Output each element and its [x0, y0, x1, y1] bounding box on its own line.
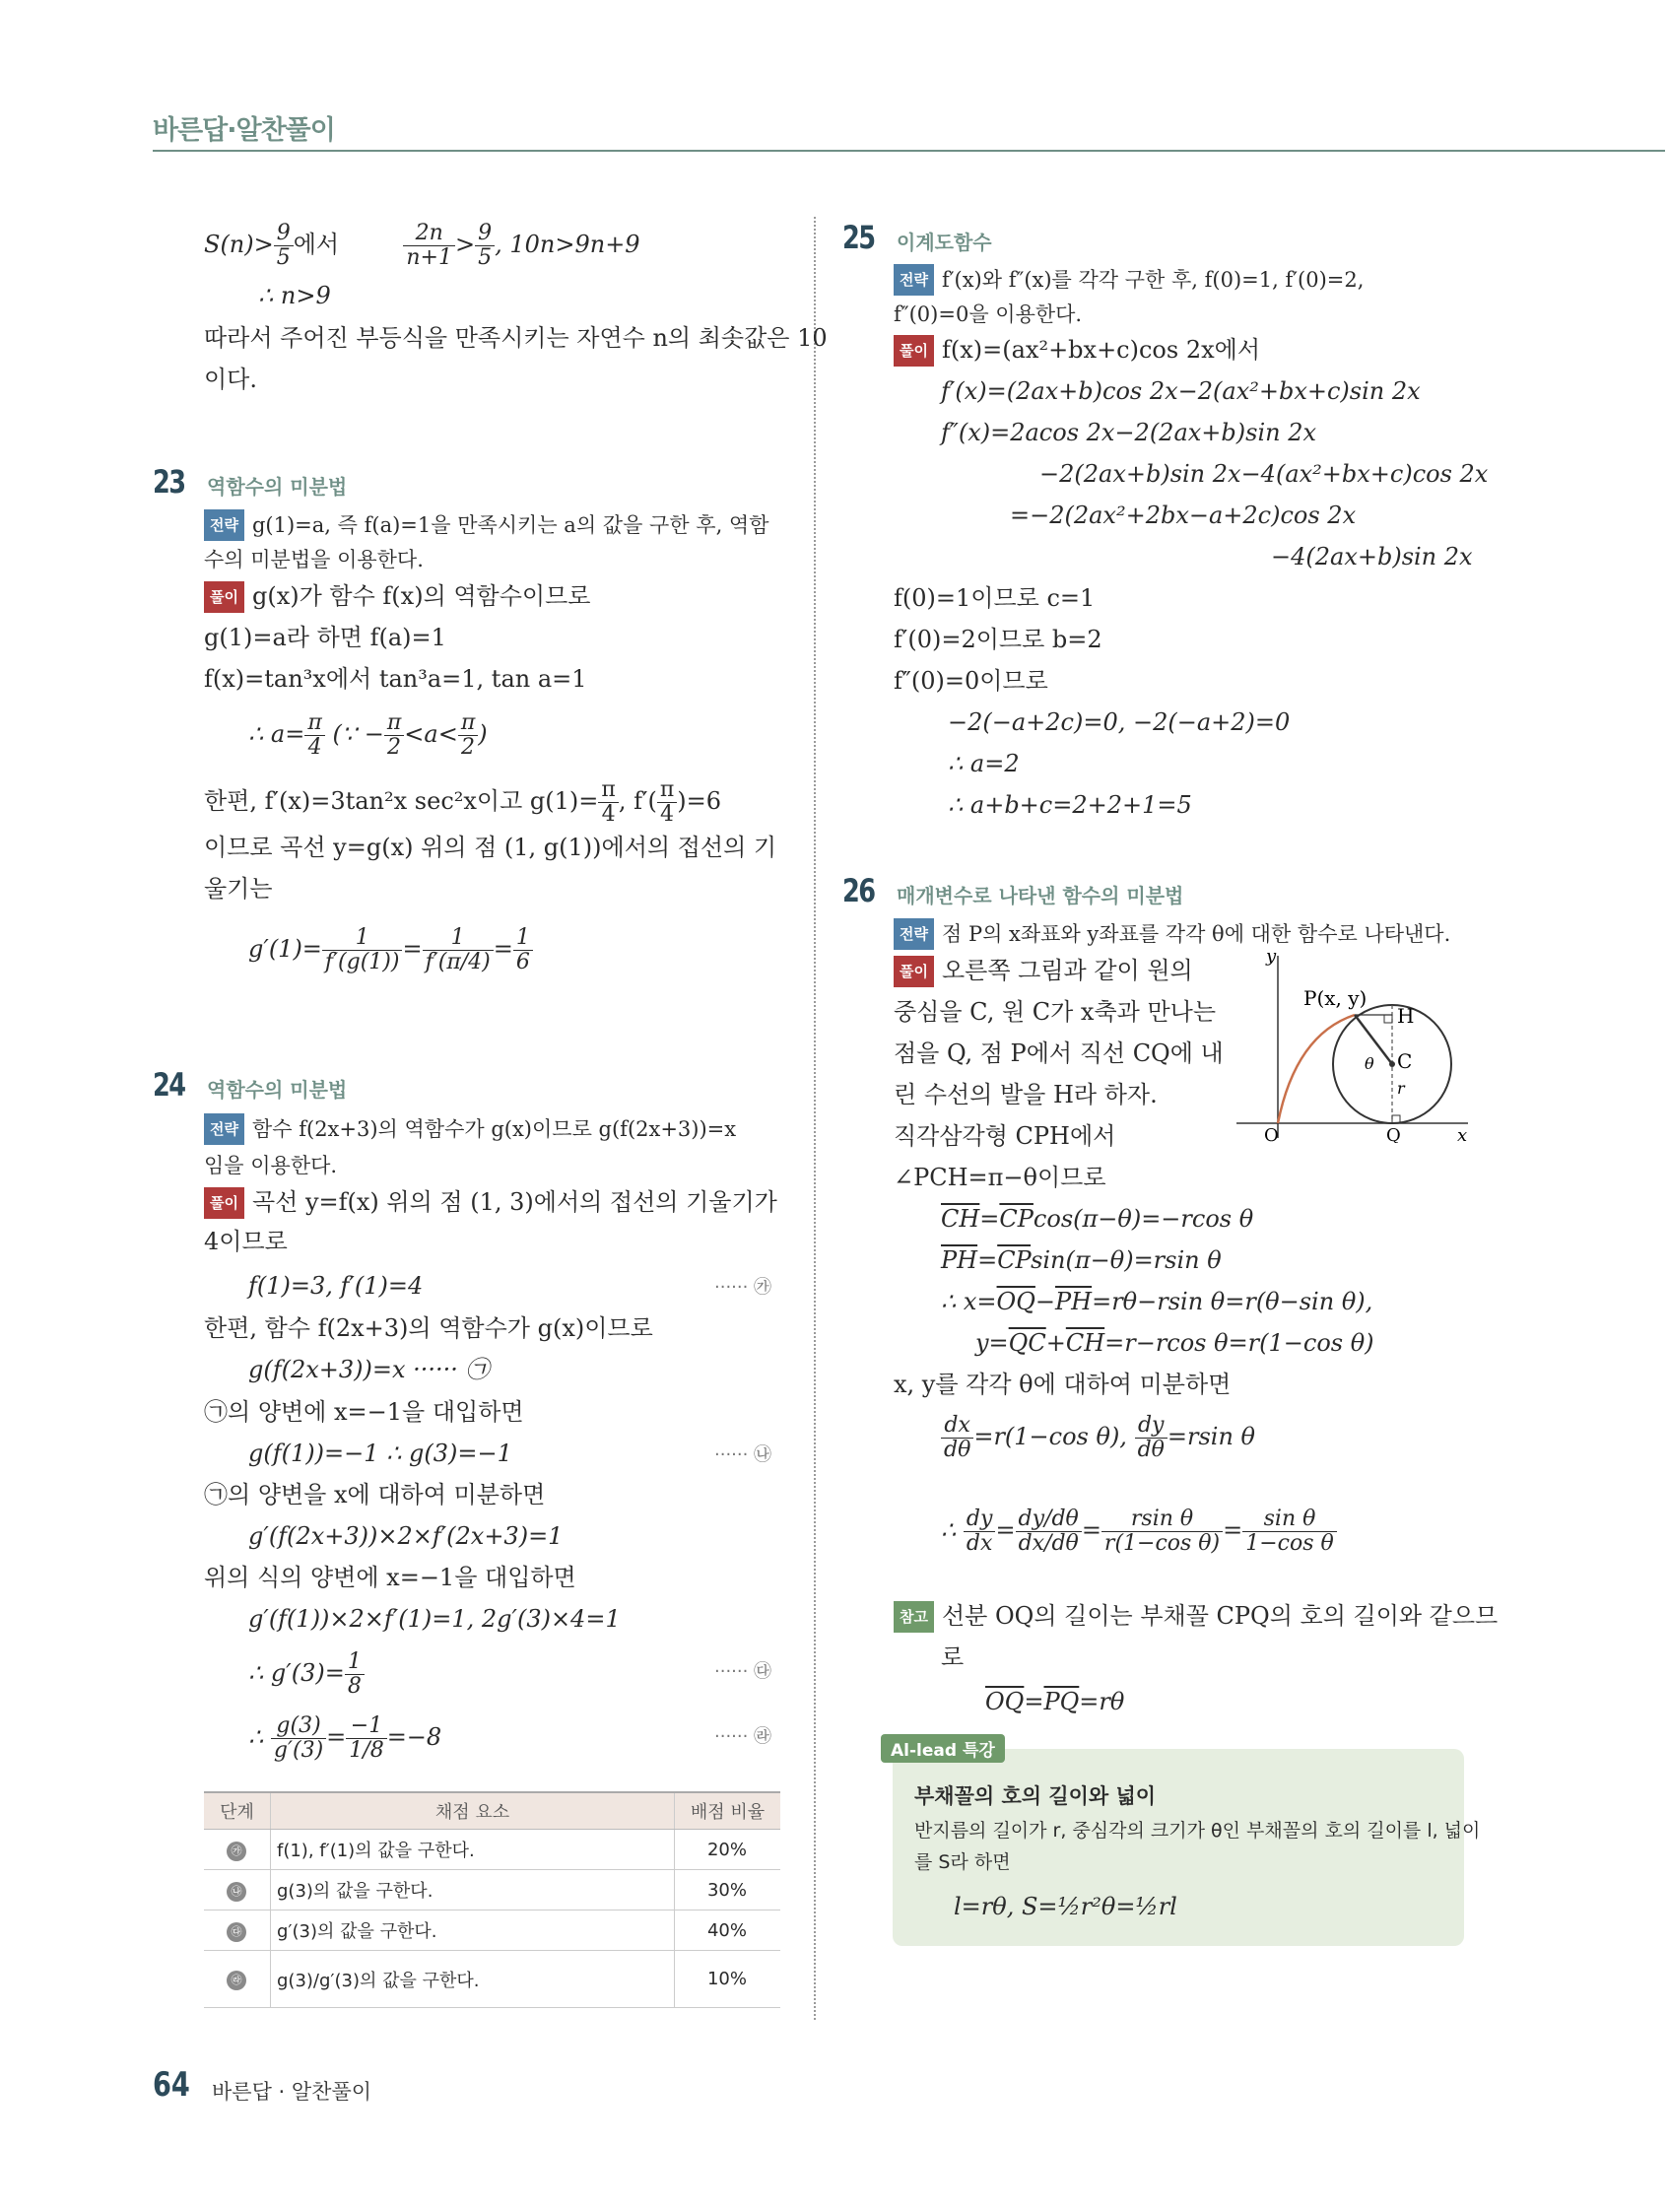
- q24-sol-1: 풀이 곡선 y=f(x) 위의 점 (1, 3)에서의 접선의 기울기가: [204, 1187, 777, 1219]
- q23-strategy-2: 수의 미분법을 이용한다.: [204, 548, 424, 571]
- q24-title: 역함수의 미분법: [207, 1078, 348, 1102]
- center-point: [1389, 1061, 1395, 1067]
- solution-tag: 풀이: [204, 581, 244, 613]
- table-cell-item: g(3)의 값을 구한다.: [271, 1870, 675, 1910]
- q24-sol-3: f(1)=3, f′(1)=4: [248, 1272, 424, 1300]
- strategy-tag: 전략: [894, 264, 934, 296]
- q26-sol-3: 점을 Q, 점 P에서 직선 CQ에 내: [894, 1039, 1224, 1067]
- q26-sol-2: 중심을 C, 원 C가 x축과 만나는: [894, 998, 1217, 1026]
- q25-sol-4: −2(2ax+b)sin 2x−4(ax²+bx+c)cos 2x: [1039, 460, 1489, 488]
- table-cell-item: g(3)/g′(3)의 값을 구한다.: [271, 1951, 675, 2008]
- q22-line1: S(n)> $\frac{9}{5}$ 에서 $\frac{2n}{n+1}$ > $\frac{9}{5}$ , 10n>9n+9: [204, 221, 640, 270]
- q24-sol-9: g′(f(2x+3))×2×f′(2x+3)=1: [248, 1522, 564, 1550]
- q25-sol-1: 풀이 f(x)=(ax²+bx+c)cos 2x에서: [894, 335, 1260, 367]
- footer-text: 바른답 · 알찬풀이: [212, 2080, 372, 2104]
- q23-sol-6: 이므로 곡선 y=g(x) 위의 점 (1, g(1))에서의 접선의 기: [204, 834, 777, 861]
- q26-title: 매개변수로 나타낸 함수의 미분법: [897, 884, 1184, 907]
- q25-sol-5: =−2(2ax²+2bx−a+2c)cos 2x: [1010, 502, 1357, 529]
- marker-da: ······ ㉰: [714, 1661, 772, 1682]
- q23-strategy-1: 전략 g(1)=a, 즉 f(a)=1을 만족시키는 a의 값을 구한 후, 역함: [204, 509, 769, 541]
- q23-sol-1: 풀이 g(x)가 함수 f(x)의 역함수이므로: [204, 581, 590, 613]
- label-q: Q: [1386, 1125, 1401, 1143]
- q25-sol-3: f″(x)=2acos 2x−2(2ax+b)sin 2x: [941, 419, 1317, 446]
- solution-tag: 풀이: [894, 956, 934, 987]
- allead-formula: l=rθ, S=½r²θ=½rl: [954, 1893, 1177, 1920]
- q26-sol-6: ∠PCH=π−θ이므로: [894, 1164, 1106, 1191]
- marker-ga: ······ ㉮: [714, 1277, 772, 1298]
- q24-strategy-1: 전략 함수 f(2x+3)의 역함수가 g(x)이므로 g(f(2x+3))=x: [204, 1113, 736, 1145]
- q26-sol-1: 풀이 오른쪽 그림과 같이 원의: [894, 956, 1193, 987]
- q26-sol-7: $\overline{CH}=\overline{CP}\cos(\pi-\theta)=-rcos$ θ: [941, 1205, 1254, 1233]
- q23-sol-5: 한편, f′(x)=3tan²x sec²x이고 g(1)= $\frac{\pi}{4}$ , f′( $\frac{\pi}{4}$ )=6: [204, 777, 722, 827]
- label-c: C: [1397, 1049, 1413, 1073]
- solution-tag: 풀이: [894, 335, 934, 367]
- q25-strategy-2: f″(0)=0을 이용한다.: [894, 302, 1083, 326]
- q23-title: 역함수의 미분법: [207, 475, 348, 499]
- q25-sol-7: f(0)=1이므로 c=1: [894, 584, 1096, 612]
- q23-sol-2: g(1)=a라 하면 f(a)=1: [204, 624, 446, 651]
- label-y: y: [1266, 946, 1277, 967]
- table-cell-ratio: 30%: [675, 1870, 781, 1910]
- q26-sol-12: $\frac{dx}{d\theta}$ =r(1−cos θ), $\frac{dy}{d\theta}$ =rsin θ: [941, 1414, 1255, 1462]
- q23-sol-3: f(x)=tan³x에서 tan³a=1, tan a=1: [204, 665, 587, 693]
- step-badge: ㉮: [227, 1842, 246, 1861]
- table-row: [204, 1910, 780, 1951]
- table-cell-ratio: 40%: [675, 1910, 781, 1951]
- q22-line4: 이다.: [204, 366, 257, 393]
- q25-sol-10: −2(−a+2c)=0, −2(−a+2)=0: [948, 708, 1291, 736]
- step-badge: ㉰: [227, 1922, 246, 1942]
- q25-sol-12: ∴ a+b+c=2+2+1=5: [948, 791, 1192, 819]
- q25-sol-2: f′(x)=(2ax+b)cos 2x−2(ax²+bx+c)sin 2x: [941, 377, 1421, 405]
- q25-sol-11: ∴ a=2: [948, 750, 1020, 777]
- q26-sol-13: ∴ $\frac{dy}{dx}$ = $\frac{dy/d\theta}{dx/d\theta}$ = $\frac{\text{rsin θ}}{\text{r(1−cos θ)}}$ = $\frac{\text{sin θ}}{\text{1−cos θ}}$: [941, 1508, 1337, 1556]
- table-header-ratio: 배점 비율: [675, 1792, 781, 1830]
- step-badge: ㉱: [227, 1971, 246, 1990]
- right-angle-h: [1384, 1015, 1392, 1023]
- q26-sol-10: $y=\overline{QC}+\overline{CH}=r-rcos$ θ=r(1−cos θ): [975, 1329, 1374, 1357]
- q25-title: 이계도함수: [897, 231, 992, 254]
- q25-sol-8: f′(0)=2이므로 b=2: [894, 626, 1102, 653]
- q26-sol-4: 린 수선의 발을 H라 하자.: [894, 1081, 1158, 1108]
- q22-line3: 따라서 주어진 부등식을 만족시키는 자연수 n의 최솟값은 10: [204, 324, 828, 352]
- strategy-tag: 전략: [204, 1113, 244, 1145]
- table-header-item: 채점 요소: [271, 1792, 675, 1830]
- q26-note-2: 로: [941, 1643, 965, 1671]
- q24-sol-7: g(f(1))=−1 ∴ g(3)=−1: [248, 1440, 512, 1467]
- table-cell-item: g′(3)의 값을 구한다.: [271, 1910, 675, 1951]
- allead-tag: Al-lead 특강: [881, 1734, 1005, 1763]
- label-x: x: [1457, 1125, 1468, 1143]
- table-row: [204, 1830, 780, 1870]
- table-cell-ratio: 10%: [675, 1951, 781, 2008]
- q25-number: 25: [842, 219, 875, 256]
- q24-sol-13: ∴ $\frac{g(3)}{g'(3)}$ = $\frac{-1}{1/8}$ =−8: [248, 1713, 442, 1763]
- q24-sol-4: 한편, 함수 f(2x+3)의 역함수가 g(x)이므로: [204, 1314, 653, 1342]
- table-row: [204, 1951, 780, 2008]
- q24-sol-12: ∴ g′(3)= $\frac{1}{8}$: [248, 1650, 365, 1699]
- allead-body-2: 를 S라 하면: [914, 1851, 1011, 1873]
- circle-figure: [1236, 946, 1473, 1143]
- q24-strategy-2: 임을 이용한다.: [204, 1154, 338, 1177]
- label-h: H: [1397, 1004, 1415, 1028]
- q23-sol-8: g′(1)= $\frac{1}{f'(g(1))}$ = $\frac{1}{f'(\pi/4)}$ = $\frac{1}{6}$: [248, 926, 533, 974]
- table-row: [204, 1870, 780, 1910]
- header-title: 바른답·알찬풀이: [153, 115, 335, 146]
- label-theta: θ: [1365, 1054, 1374, 1073]
- scoring-table: [204, 1791, 780, 2008]
- page-number: 64: [153, 2065, 190, 2105]
- marker-ra: ······ ㉱: [714, 1726, 772, 1747]
- allead-body-1: 반지름의 길이가 r, 중심각의 크기가 θ인 부채꼴의 호의 길이를 l, 넓이: [914, 1820, 1481, 1842]
- strategy-tag: 전략: [204, 509, 244, 541]
- column-divider: [814, 217, 816, 2020]
- q24-sol-6: ㉠의 양변에 x=−1을 대입하면: [204, 1398, 524, 1426]
- q25-strategy-1: 전략 f′(x)와 f″(x)를 각각 구한 후, f(0)=1, f′(0)=2,: [894, 264, 1364, 296]
- table-cell-item: f(1), f′(1)의 값을 구한다.: [271, 1830, 675, 1870]
- q26-number: 26: [842, 872, 875, 909]
- solution-tag: 풀이: [204, 1187, 244, 1219]
- step-badge: ㉯: [227, 1882, 246, 1902]
- q26-sol-11: x, y를 각각 θ에 대하여 미분하면: [894, 1371, 1232, 1398]
- q24-sol-2: 4이므로: [204, 1228, 288, 1255]
- table-cell-ratio: 20%: [675, 1830, 781, 1870]
- q25-sol-9: f″(0)=0이므로: [894, 667, 1048, 695]
- header-rule: [153, 150, 1665, 152]
- q23-sol-7: 울기는: [204, 875, 273, 903]
- q22-line2: ∴ n>9: [258, 282, 331, 309]
- q26-note-3: $\overline{OQ}=\overline{PQ}=r\theta$: [985, 1688, 1125, 1715]
- label-o: O: [1264, 1125, 1279, 1143]
- q26-sol-8: $\overline{PH}=\overline{CP}\sin(\pi-\theta)=rsin$ θ: [941, 1246, 1222, 1274]
- q24-sol-8: ㉠의 양변을 x에 대하여 미분하면: [204, 1481, 546, 1508]
- q23-sol-4: ∴ a= $\frac{\pi}{4}$ (∵ − $\frac{\pi}{2}$ <a< $\frac{\pi}{2}$ ): [248, 710, 488, 760]
- q23-number: 23: [153, 463, 185, 501]
- marker-na: ······ ㉯: [714, 1444, 772, 1465]
- q26-strategy-1: 전략 점 P의 x좌표와 y좌표를 각각 θ에 대한 함수로 나타낸다.: [894, 918, 1450, 950]
- q24-sol-10: 위의 식의 양변에 x=−1을 대입하면: [204, 1564, 576, 1591]
- label-p: P(x, y): [1303, 986, 1368, 1010]
- table-header-step: 단계: [204, 1792, 271, 1830]
- q26-sol-5: 직각삼각형 CPH에서: [894, 1122, 1116, 1150]
- q25-sol-6: −4(2ax+b)sin 2x: [1271, 543, 1473, 570]
- q24-number: 24: [153, 1066, 185, 1104]
- q26-note-1: 참고 선분 OQ의 길이는 부채꼴 CPQ의 호의 길이와 같으므: [894, 1601, 1498, 1633]
- strategy-tag: 전략: [894, 918, 934, 950]
- label-r: r: [1397, 1079, 1405, 1098]
- q24-sol-11: g′(f(1))×2×f′(1)=1, 2g′(3)×4=1: [248, 1605, 621, 1633]
- allead-title: 부채꼴의 호의 길이와 넓이: [914, 1784, 1157, 1808]
- q24-sol-5: g(f(2x+3))=x ······ ㉠: [248, 1356, 490, 1383]
- note-tag: 참고: [894, 1601, 934, 1633]
- q26-sol-9: ∴ $x=\overline{OQ}-\overline{PH}=r\theta-rsin$ θ=r(θ−sin θ),: [941, 1288, 1373, 1315]
